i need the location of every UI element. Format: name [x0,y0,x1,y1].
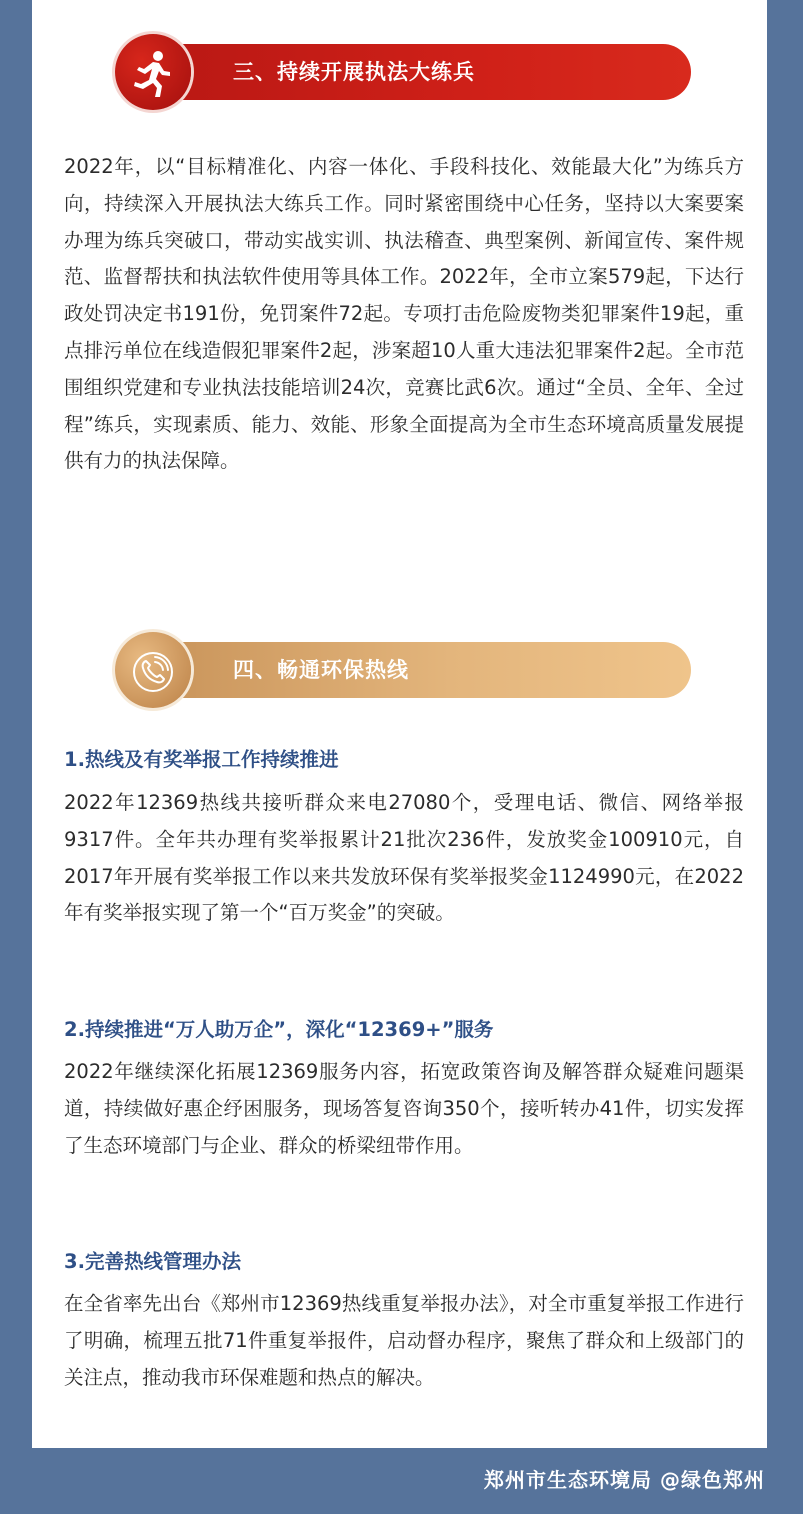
section3-body: 2022年，以“目标精准化、内容一体化、手段科技化、效能最大化”为练兵方向，持续深入开展执法大练兵工作。同时紧密围绕中心任务，坚持以大案要案办理为练兵突破口，带动实战实训、执法稽查、典型案例、新闻宣传、案件规范、监督帮扶和执法软件使用等具体工作。2022年，全市立案579起，下达行政处罚决定书191份，免罚案件72起。专项打击危险废物类犯罪案件19起，重点排污单位在线造假犯罪案件2起，涉案超10人重大违法犯罪案件2起。全市范围组织党建和专业执法技能培训24次，竞赛比武6次。通过“全员、全年、全过程”练兵，实现素质、能力、效能、形象全面提高为全市生态环境高质量发展提供有力的执法保障。 [64,155,744,473]
phone-icon [127,646,179,698]
section4-banner [115,642,691,698]
item2-body: 2022年继续深化拓展12369服务内容，拓宽政策咨询及解答群众疑难问题渠道，持续做好惠企纾困服务，现场答复咨询350个，接听转办41件，切实发挥了生态环境部门与企业、群众的桥梁纽带作用。 [64,1060,744,1157]
section3-banner [115,44,691,100]
item3-body: 在全省率先出台《郑州市12369热线重复举报办法》，对全市重复举报工作进行了明确，梳理五批71件重复举报件，启动督办程序，聚焦了群众和上级部门的关注点，推动我市环保难题和热点的解决。 [64,1292,744,1389]
item3-heading: 3.完善热线管理办法 [64,1250,241,1273]
item2-heading: 2.持续推进“万人助万企”，深化“12369+”服务 [64,1018,494,1041]
runner-icon [127,48,179,100]
item1-heading: 1.热线及有奖举报工作持续推进 [64,748,339,771]
section4-title: 四、畅通环保热线 [233,658,409,682]
footer-credit: 郑州市生态环境局 @绿色郑州 [484,1468,765,1492]
item1-body: 2022年12369热线共接听群众来电27080个，受理电话、微信、网络举报9317件。全年共办理有奖举报累计21批次236件，发放奖金100910元，自2017年开展有奖举报工作以来共发放环保有奖举报奖金1124990元，在2022年有奖举报实现了第一个“百万奖金”的突破。 [64,791,744,925]
section3-title: 三、持续开展执法大练兵 [233,60,475,84]
